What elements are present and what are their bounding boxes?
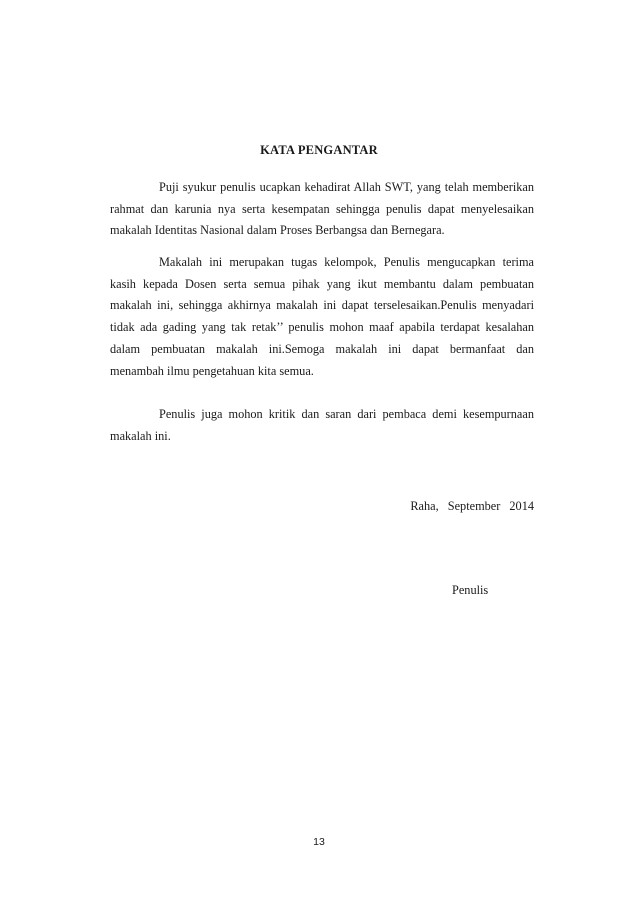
paragraph-line: tidak ada gading yang tak retak’’ penulis mohon maaf apabila terdapat kesalahan — [110, 320, 534, 335]
paragraph-line: makalah Identitas Nasional dalam Proses Berbangsa dan Bernegara. — [110, 223, 445, 238]
paragraph-line: makalah ini. — [110, 428, 171, 443]
paragraph-line: kasih kepada Dosen serta semua pihak yang ikut membantu dalam pembuatan — [110, 276, 534, 291]
paragraph-line: menambah ilmu pengetahuan kita semua. — [110, 363, 314, 378]
paragraph-1 — [110, 177, 534, 242]
paragraph-line: rahmat dan karunia nya serta kesempatan sehingga penulis dapat menyelesaikan — [110, 201, 534, 216]
paragraph-line: Penulis juga mohon kritik dan saran dari pembaca demi kesempurnaan — [159, 407, 534, 421]
paragraph-line: Puji syukur penulis ucapkan kehadirat Allah SWT, yang telah memberikan — [159, 180, 534, 194]
paragraph-line: makalah ini, sehingga akhirnya makalah ini dapat terselesaikan.Penulis menyadari — [110, 298, 534, 313]
page-title: KATA PENGANTAR — [260, 143, 378, 157]
signature: Penulis — [452, 583, 489, 597]
place-date: Raha, September 2014 — [410, 499, 534, 513]
paragraph-line: dalam pembuatan makalah ini.Semoga makalah ini dapat bermanfaat dan — [110, 341, 534, 356]
page-number: 13 — [313, 836, 325, 848]
paragraph-2 — [110, 252, 534, 382]
paragraph-3 — [110, 404, 534, 447]
paragraph-line: Makalah ini merupakan tugas kelompok, Penulis mengucapkan terima — [159, 255, 534, 269]
